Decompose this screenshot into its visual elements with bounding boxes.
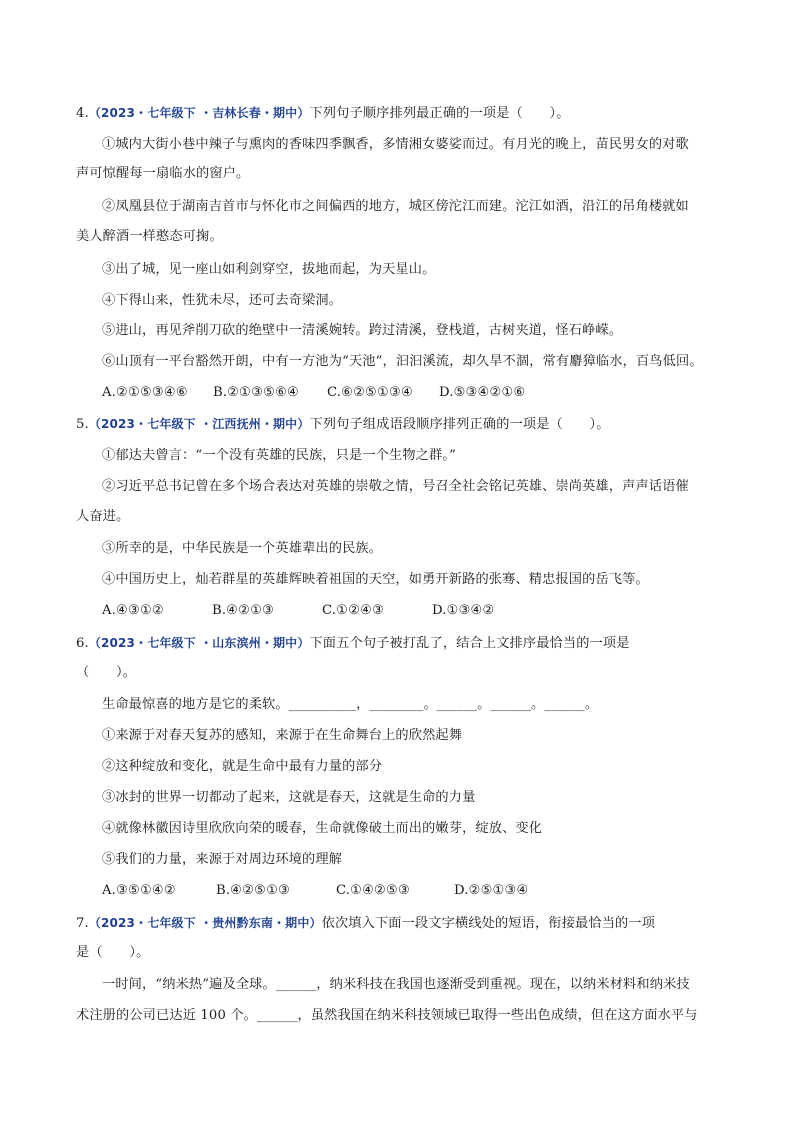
question-passage-line: 一时间，“纳米热”遍及全球。______，纳米科技在我国也逐渐受到重视。现在，以纳米材料和纳米技	[102, 977, 690, 992]
question-item: 美人醉酒一样憨态可掬。	[76, 229, 223, 244]
option-d[interactable]: D.①③④②	[432, 603, 495, 618]
option-d[interactable]: D.②⑤①③④	[454, 883, 529, 898]
question-item: ①城内大街小巷中辣子与熏肉的香味四季飘香，多情湘女婆娑而过。有月光的晚上，苗民男女的对歌	[102, 137, 689, 152]
question-item: ⑤我们的力量，来源于对周边环境的理解	[102, 852, 343, 867]
question-4-options	[102, 384, 525, 402]
question-6-header	[76, 634, 630, 653]
question-item: 人奋进。	[76, 509, 130, 524]
option-b[interactable]: B.④②①③	[212, 603, 275, 618]
question-number: 5.	[76, 417, 89, 432]
question-item: ②凤凰县位于湖南吉首市与怀化市之间偏西的地方，城区傍沱江而建。沱江如酒，沿江的吊角楼就如	[102, 199, 689, 214]
question-7-header	[76, 914, 655, 933]
option-b[interactable]: B.④②⑤①③	[216, 883, 291, 898]
question-item: ⑥山顶有一平台豁然开朗，中有一方池为“天池”，汩汩溪流，却久旱不涸，常有麝獐临水，百鸟低回。	[102, 354, 703, 369]
question-6-options	[102, 882, 528, 900]
question-stem: 下列句子顺序排列最正确的一项是（ ）。	[309, 106, 570, 121]
question-item: ④就像林徽因诗里欣欣向荣的暖春，生命就像破土而出的嫩芽，绽放、变化	[102, 821, 543, 836]
question-item: ①郁达夫曾言：“一个没有英雄的民族，只是一个生物之群。”	[102, 448, 456, 463]
option-a[interactable]: A.②①⑤③④⑥	[102, 385, 188, 400]
question-item: ②这种绽放和变化，就是生命中最有力量的部分	[102, 759, 383, 774]
option-d[interactable]: D.⑤③④②①⑥	[439, 385, 526, 400]
question-source: （2023・七年级下 ・贵州黔东南・期中）	[88, 916, 322, 930]
question-stem: 下面五个句子被打乱了，结合上文排序最恰当的一项是	[309, 636, 630, 651]
question-number: 6.	[76, 636, 89, 651]
question-item: ③冰封的世界一切都动了起来，这就是春天，这就是生命的力量	[102, 790, 476, 805]
question-source: （2023・七年级下 ・江西抚州・期中）	[88, 417, 310, 431]
question-source: （2023・七年级下 ・山东滨州・期中）	[88, 636, 310, 650]
question-source: （2023・七年级下 ・吉林长春・期中）	[88, 106, 310, 120]
question-stem-continued: 是（ ）。	[76, 945, 150, 960]
question-item: ④中国历史上，灿若群星的英雄辉映着祖国的天空，如勇开新路的张骞、精忠报国的岳飞等。	[102, 572, 649, 587]
question-item: ③出了城，见一座山如利剑穿空，拔地而起，为天星山。	[102, 262, 436, 277]
option-a[interactable]: A.③⑤①④②	[102, 883, 176, 898]
question-5-options	[102, 602, 494, 620]
question-stem: 下列句子组成语段顺序排列正确的一项是（ ）。	[309, 417, 610, 432]
option-b[interactable]: B.②①③⑤⑥④	[213, 385, 300, 400]
question-item: ④下得山来，性犹未尽，还可去奇梁洞。	[102, 293, 343, 308]
question-item: ⑤进山，再见斧削刀砍的绝壁中一清溪婉转。跨过清溪，登栈道，古树夹道，怪石峥嵘。	[102, 323, 623, 338]
option-c[interactable]: C.①②④③	[322, 603, 385, 618]
question-passage-line: 术注册的公司已达近 100 个。______，虽然我国在纳米科技领域已取得一些出色成绩，但在这方面水平与	[76, 1008, 698, 1023]
question-lead-sentence: 生命最惊喜的地方是它的柔软。__________，________。______。______。______。	[102, 697, 599, 712]
question-item: ③所幸的是，中华民族是一个英雄辈出的民族。	[102, 541, 383, 556]
question-number: 4.	[76, 106, 89, 121]
question-5-header	[76, 415, 610, 434]
question-item: 声可惊醒每一扇临水的窗户。	[76, 166, 250, 181]
option-c[interactable]: C.①④②⑤③	[336, 883, 410, 898]
question-number: 7.	[76, 916, 89, 931]
option-c[interactable]: C.⑥②⑤①③④	[327, 385, 413, 400]
option-a[interactable]: A.④③①②	[102, 603, 164, 618]
question-stem-continued: （ ）。	[76, 665, 137, 680]
question-4-header	[76, 104, 570, 123]
question-stem: 依次填入下面一段文字横线处的短语，衔接最恰当的一项	[321, 916, 656, 931]
question-item: ①来源于对春天复苏的感知，来源于在生命舞台上的欣然起舞	[102, 728, 463, 743]
question-item: ②习近平总书记曾在多个场合表达对英雄的崇敬之情，号召全社会铭记英雄、崇尚英雄，声声话语催	[102, 479, 689, 494]
